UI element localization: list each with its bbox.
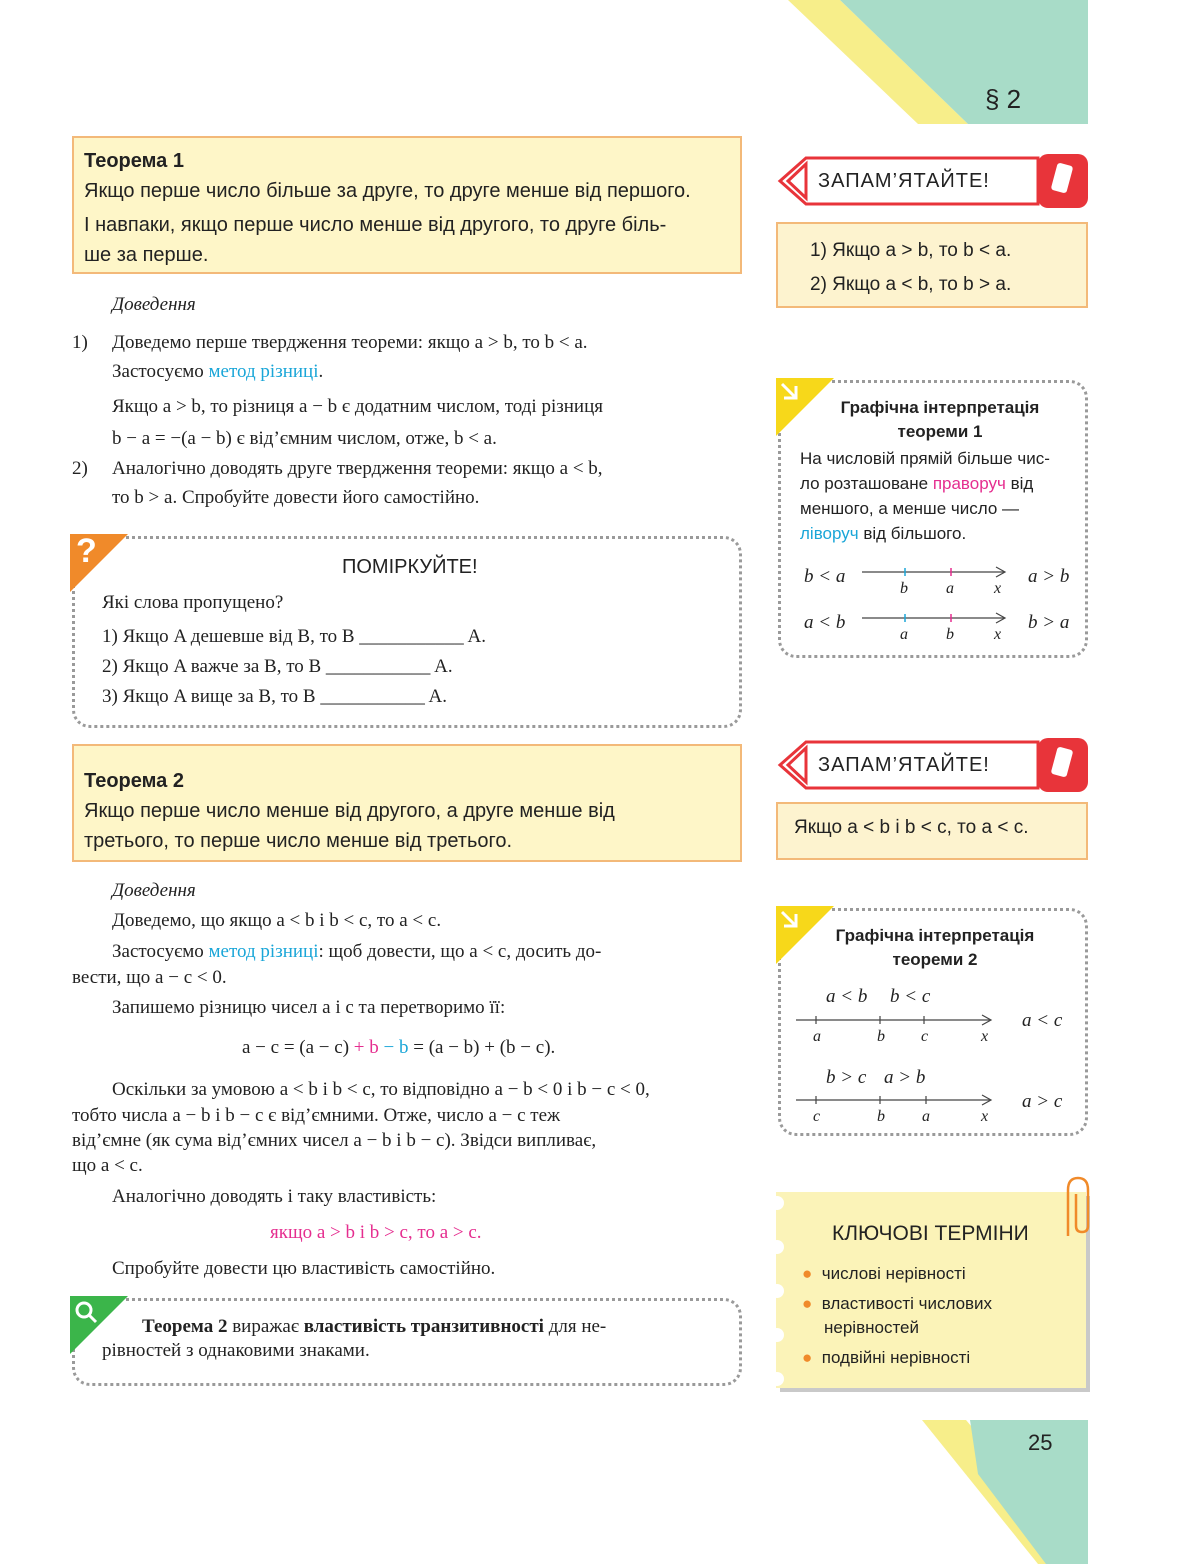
- proof-2-line: тобто числа a − b і b − c є від’ємними. Отже, число a − c теж: [72, 1105, 561, 1126]
- text: виражає: [227, 1316, 304, 1337]
- theorem-1-line-2: І навпаки, якщо перше число менше від другого, то друге біль-: [84, 214, 667, 236]
- proof-1-line: Аналогічно доводять друге твердження теореми: якщо a < b,: [112, 458, 603, 479]
- proof-2-line: що a < c.: [72, 1155, 143, 1176]
- graph-1-row-2-right: b > a: [1028, 612, 1070, 633]
- proof-1-heading: Доведення: [112, 294, 196, 315]
- remember-1-label: ЗАПАМ’ЯТАЙТЕ!: [818, 170, 990, 192]
- theorem-1-line-1: Якщо перше число більше за друге, то друге менше від першого.: [84, 180, 691, 202]
- key-term-item: [802, 1316, 992, 1340]
- left-term: ліворуч: [800, 524, 859, 543]
- remember-1-box: [776, 222, 1088, 308]
- punch-hole: [770, 1284, 784, 1298]
- transitive-property: якщо a > b і b > c, то a > c.: [270, 1222, 482, 1243]
- formula-part: a − c = (a − c): [242, 1037, 350, 1058]
- tick-label: x: [981, 1108, 989, 1125]
- graph-2-row-2-top-2: a > b: [884, 1067, 926, 1088]
- key-term-item: ● властивості числових: [802, 1294, 993, 1313]
- proof-2-line: Спробуйте довести цю властивість самостійно.: [112, 1258, 496, 1279]
- proof-2-line: Доведемо, що якщо a < b і b < c, то a < c.: [112, 910, 442, 931]
- key-term-label: властивості числових: [821, 1294, 993, 1313]
- key-term-label: числові нерівності: [821, 1264, 966, 1283]
- punch-hole: [770, 1196, 784, 1210]
- text: від: [1005, 474, 1034, 493]
- title-line: Графічна інтерпретація: [840, 398, 1040, 417]
- theorem-1-title: Теорема 1: [84, 150, 184, 172]
- difference-method-link[interactable]: метод різниці: [208, 361, 319, 382]
- note-line-2: рівностей з однаковими знаками.: [102, 1340, 370, 1361]
- proof-2-line: від’ємне (як сума від’ємних чисел a − b і b − c). Звідси випливає,: [72, 1130, 597, 1151]
- proof-2-line: Оскільки за умовою a < b і b < c, то відповідно a − b < 0 і b − c < 0,: [112, 1079, 650, 1100]
- proof-1-item-2-number: 2): [72, 458, 88, 479]
- proof-1-line: то b > a. Спробуйте довести його самостійно.: [112, 487, 480, 508]
- punch-hole: [770, 1372, 784, 1386]
- key-term-label: подвійні нерівності: [821, 1348, 971, 1367]
- question-mark: ?: [76, 532, 97, 570]
- text: ло розташоване: [800, 474, 933, 493]
- graph-2-title: [800, 924, 1070, 972]
- proof-1-item-1: [112, 328, 742, 453]
- graph-2-row-2-top-1: b > c: [826, 1067, 867, 1088]
- text: Застосуємо: [112, 941, 209, 962]
- graph-2-row-1-top-1: a < b: [826, 986, 868, 1007]
- tick-label: b: [946, 626, 954, 643]
- remember-2-line: Якщо a < b і b < c, то a < c.: [794, 817, 1029, 838]
- think-question: Які слова пропущено?: [102, 592, 284, 613]
- text: для не-: [543, 1316, 607, 1337]
- tick-label: x: [994, 626, 1002, 643]
- number-line-2: [862, 608, 1012, 628]
- text-line: меншого, а менше число —: [800, 499, 1020, 518]
- tick-label: c: [813, 1108, 821, 1125]
- section-number: § 2: [985, 84, 1022, 114]
- graph-2-row-2-right: a > c: [1022, 1091, 1063, 1112]
- footer-decoration: [918, 1418, 1090, 1564]
- text-line: На числовій прямій більше чис-: [800, 449, 1050, 468]
- proof-2-formula: [242, 1033, 555, 1062]
- text-line: [800, 521, 1050, 546]
- remember-1-line: 1) Якщо a > b, то b < a.: [810, 240, 1012, 261]
- proof-2-line: Аналогічно доводять і таку властивість:: [112, 1186, 437, 1207]
- theorem-2-title: Теорема 2: [84, 770, 184, 792]
- theorem-1-line-3: ше за перше.: [84, 244, 209, 266]
- text-line: [800, 471, 1050, 496]
- header-decoration: [770, 0, 1090, 130]
- tick-label: a: [900, 626, 908, 643]
- tick-label: a: [946, 580, 954, 597]
- tick-label: x: [994, 580, 1002, 597]
- tick-label: b: [877, 1028, 885, 1045]
- proof-1-item-1-number: 1): [72, 332, 88, 353]
- remember-2-label: ЗАПАМ’ЯТАЙТЕ!: [818, 754, 990, 776]
- page-number: 25: [1028, 1430, 1053, 1455]
- proof-1-line: Якщо a > b, то різниця a − b є додатним числом, тоді різниця: [112, 396, 603, 417]
- graph-1-row-1-right: a > b: [1028, 566, 1070, 587]
- number-line-3: [796, 1010, 996, 1030]
- think-item-2: 2) Якщо A важче за B, то B ___________ A.: [102, 656, 453, 677]
- key-terms-list: [802, 1262, 992, 1370]
- think-item-3: 3) Якщо A вище за B, то B ___________ A.: [102, 686, 447, 707]
- title-line: теореми 1: [897, 422, 983, 441]
- proof-2-line: Запишемо різницю чисел a і c та перетворимо її:: [112, 997, 506, 1018]
- text: .: [318, 361, 324, 382]
- text: властивість транзитивності: [303, 1316, 544, 1337]
- key-terms-title: КЛЮЧОВІ ТЕРМІНИ: [832, 1222, 1029, 1245]
- text: Теорема 2: [142, 1316, 228, 1337]
- proof-1-line: b − a = −(a − b) є від’ємним числом, отже, b < a.: [112, 428, 497, 449]
- paperclip-icon: [1058, 1172, 1092, 1242]
- theorem-1-box: [72, 136, 742, 274]
- tick-label: a: [922, 1108, 930, 1125]
- number-line-1: [862, 562, 1012, 582]
- graph-2-row-1-top-2: b < c: [890, 986, 931, 1007]
- title-line: теореми 2: [892, 950, 978, 969]
- tick-label: b: [877, 1108, 885, 1125]
- proof-2-heading: Доведення: [112, 880, 196, 901]
- key-term-item: ● подвійні нерівності: [802, 1348, 971, 1367]
- think-item-1: 1) Якщо A дешевше від B, то B ___________ A.: [102, 626, 486, 647]
- graph-1-row-1-left: b < a: [804, 566, 846, 587]
- formula-part: + b: [349, 1037, 379, 1058]
- text: : щоб довести, що a < c, досить до-: [318, 941, 602, 962]
- graph-1-title: [800, 396, 1080, 444]
- proof-1-line: [112, 357, 742, 386]
- graph-2-row-1-right: a < c: [1022, 1010, 1063, 1031]
- remember-2-box: [776, 802, 1088, 860]
- number-line-4: [796, 1090, 996, 1110]
- tick-label: b: [900, 580, 908, 597]
- theorem-2-box: [72, 744, 742, 862]
- graph-1-text: [800, 446, 1050, 546]
- proof-1-item-2: [112, 454, 742, 512]
- key-term-item: ● числові нерівності: [802, 1264, 966, 1283]
- proof-2-line: вести, що a − c < 0.: [72, 967, 227, 988]
- think-title: ПОМІРКУЙТЕ!: [342, 556, 478, 578]
- proof-2-line: [112, 937, 742, 966]
- formula-part: − b: [378, 1037, 409, 1058]
- right-term: праворуч: [932, 474, 1006, 493]
- text: від більшого.: [858, 524, 967, 543]
- graph-1-row-2-left: a < b: [804, 612, 846, 633]
- remember-1-line: 2) Якщо a < b, то b > a.: [810, 274, 1012, 295]
- text: Застосуємо: [112, 361, 209, 382]
- proof-1-line: Доведемо перше твердження теореми: якщо a > b, то b < a.: [112, 332, 588, 353]
- tick-label: a: [813, 1028, 821, 1045]
- key-term-label: нерівностей: [824, 1318, 919, 1337]
- punch-hole: [770, 1328, 784, 1342]
- difference-method-link[interactable]: метод різниці: [208, 941, 319, 962]
- formula-part: = (a − b) + (b − c).: [408, 1037, 556, 1058]
- punch-hole: [770, 1240, 784, 1254]
- theorem-2-line-1: Якщо перше число менше від другого, а друге менше від: [84, 800, 615, 822]
- theorem-2-line-2: третього, то перше число менше від третього.: [84, 830, 513, 852]
- tick-label: c: [921, 1028, 929, 1045]
- tick-label: x: [981, 1028, 989, 1045]
- title-line: Графічна інтерпретація: [835, 926, 1035, 945]
